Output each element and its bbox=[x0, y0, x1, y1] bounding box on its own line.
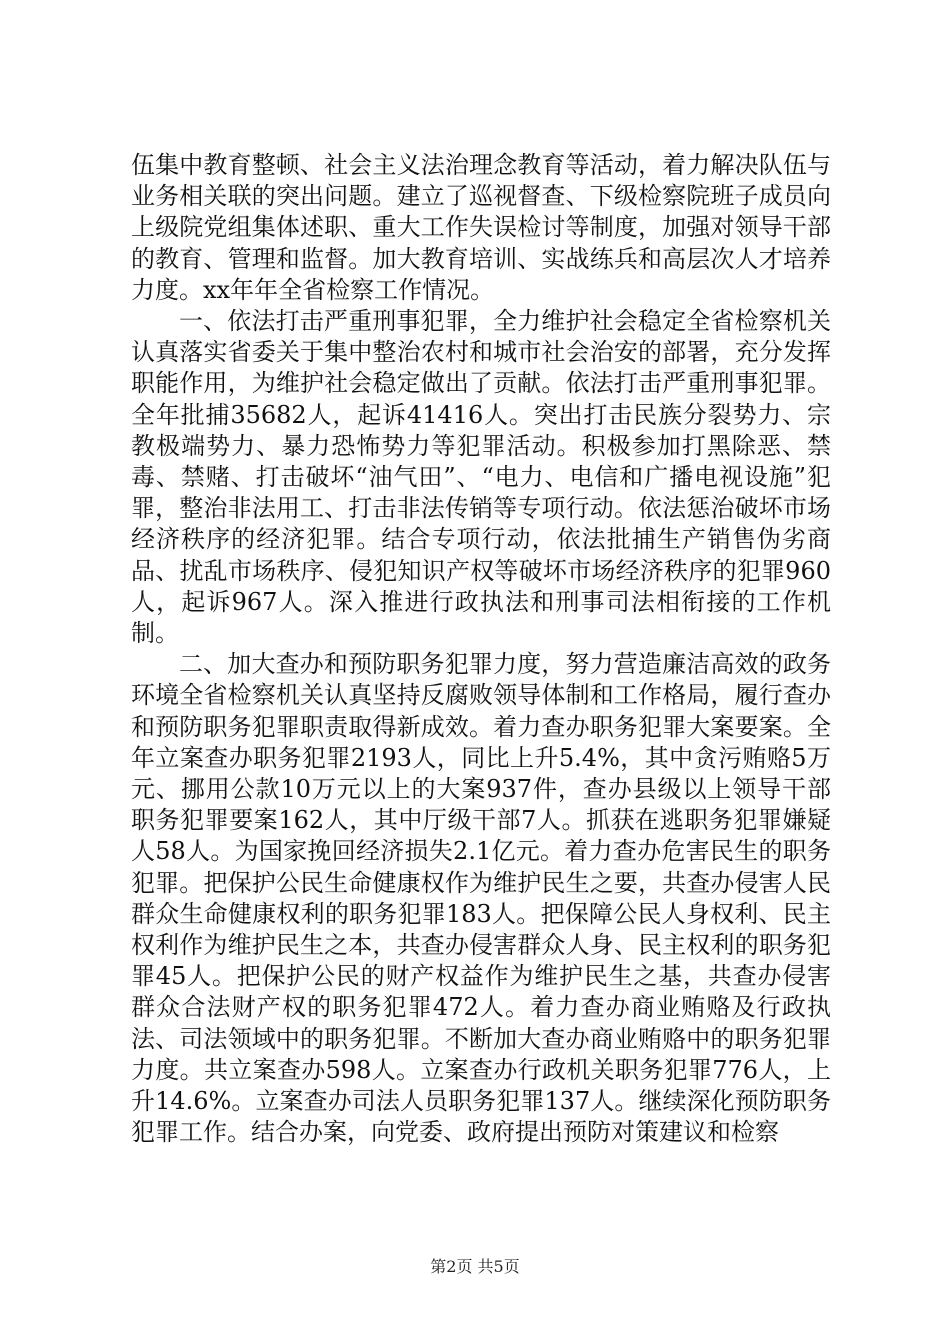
paragraph-section-two: 二、加大查办和预防职务犯罪力度，努力营造廉洁高效的政务环境全省检察机关认真坚持反腐败领导体制和工作格局，履行查办和预防职务犯罪职责取得新成效。着力查办职务犯罪大案要案。全年立案查办职务犯罪2193人，同比上升5.4%，其中贪污贿赂5万元、挪用公款10万元以上的大案937件，查办县级以上领导干部职务犯罪要案162人，其中厅级干部7人。抓获在逃职务犯罪嫌疑人58人。为国家挽回经济损失2.1亿元。着力查办危害民生的职务犯罪。把保护公民生命健康权作为维护民生之要，共查办侵害人民群众生命健康权利的职务犯罪183人。把保障公民人身权利、民主权利作为维护民生之本，共查办侵害群众人身、民主权利的职务犯罪45人。把保护公民的财产权益作为维护民生之基，共查办侵害群众合法财产权的职务犯罪472人。着力查办商业贿赂及行政执法、司法领域中的职务犯罪。不断加大查办商业贿赂中的职务犯罪力度。共立案查办598人。立案查办行政机关职务犯罪776人，上升14.6%。立案查办司法人员职务犯罪137人。继续深化预防职务犯罪工作。结合办案，向党委、政府提出预防对策建议和检察 bbox=[131, 650, 831, 1147]
document-body bbox=[131, 150, 831, 1149]
paragraph-section-one: 一、依法打击严重刑事犯罪，全力维护社会稳定全省检察机关认真落实省委关于集中整治农村和城市社会治安的部署，充分发挥职能作用，为维护社会稳定做出了贡献。依法打击严重刑事犯罪。全年批捕35682人，起诉41416人。突出打击民族分裂势力、宗教极端势力、暴力恐怖势力等犯罪活动。积极参加打黑除恶、禁毒、禁赌、打击破坏“油气田”、“电力、电信和广播电视设施”犯罪，整治非法用工、打击非法传销等专项行动。依法惩治破坏市场经济秩序的经济犯罪。结合专项行动，依法批捕生产销售伪劣商品、扰乱市场秩序、侵犯知识产权等破坏市场经济秩序的犯罪960人，起诉967人。深入推进行政执法和刑事司法相衔接的工作机制。 bbox=[131, 307, 831, 648]
paragraph-intro: 伍集中教育整顿、社会主义法治理念教育等活动，着力解决队伍与业务相关联的突出问题。建立了巡视督查、下级检察院班子成员向上级院党组集体述职、重大工作失误检讨等制度，加强对领导干部的教育、管理和监督。加大教育培训、实战练兵和高层次人才培养力度。xx年年全省检察工作情况。 bbox=[131, 151, 831, 304]
page-number-footer: 第2页 共5页 bbox=[430, 1257, 520, 1276]
